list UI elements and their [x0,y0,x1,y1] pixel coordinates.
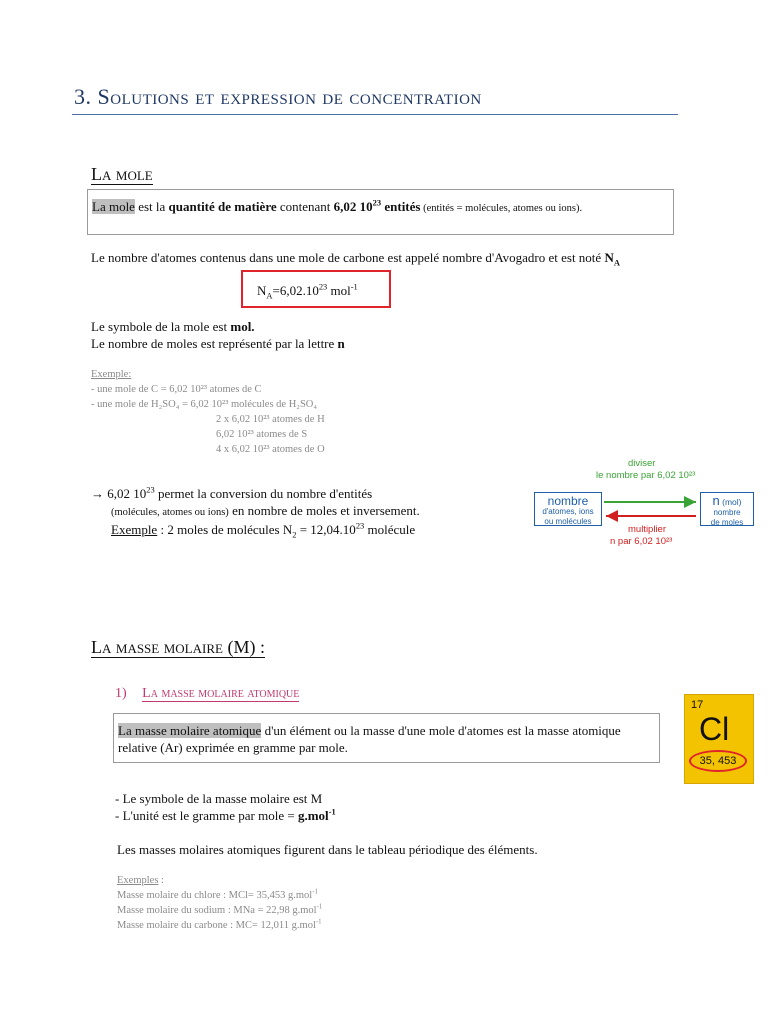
mole-symbol-bold: mol. [230,319,255,334]
masse-tableau-text: Les masses molaires atomiques figurent dans le tableau périodique des éléments. [117,842,538,857]
mole-definition-small: (entités = molécules, atomes ou ions). [420,203,583,214]
masse-bullet-2-text: - L'unité est le gramme par mole = [115,808,298,823]
masse-example-2-exp: -1 [316,903,323,911]
masse-example-2 [117,903,322,918]
diagram-left-box [534,492,602,526]
diagram-left-small-2: ou molécules [544,517,592,526]
formula-unit-exp: -1 [350,281,358,292]
mole-symbol-line [91,318,255,335]
masse-bullet-1: - Le symbole de la masse molaire est M [115,791,323,806]
masse-example-3-text: Masse molaire du carbone : MC= 12,011 g.mol [117,920,316,931]
masse-examples [117,873,322,933]
diagram-left-small-1: d'atomes, ions [542,507,594,516]
mole-definition-box [87,189,674,235]
mole-definition-bold-exp: 23 [372,197,382,208]
mole-example-line-4: 6,02 10²³ atomes de S [216,429,308,440]
mole-example-label: Exemple: [91,369,132,380]
mole-definition-bold-base: 6,02 10 [333,199,373,214]
mole-example-line-3: 2 x 6,02 10²³ atomes de H [216,414,325,425]
conversion-diagram [528,458,764,550]
masse-definition-highlight: La masse molaire atomique [118,723,262,738]
conversion-example-sub: 2 [292,529,297,540]
masse-definition-text: d'un élément ou la masse d'une mole d'atomes est la masse atomique relative (Ar) exprimée en gramme par mole. [118,723,621,755]
element-mass: 35, 453 [689,750,747,772]
mole-heading [91,164,153,185]
section-title: 3. Solutions et expression de concentration [74,84,482,109]
formula-unit: mol [327,283,351,298]
element-symbol: Cl [699,711,730,747]
conversion-example-text-2: = 12,04.10 [296,522,356,537]
diagram-right-box [700,492,754,526]
conversion-arrow: → [91,486,108,501]
avogadro-text: Le nombre d'atomes contenus dans une mole de carbone est appelé nombre d'Avogadro et est noté [91,250,605,265]
diagram-left-big: nombre [547,494,589,508]
mole-definition-bold-1: quantité de matière [168,199,277,214]
masse-examples-label: Exemples [117,875,159,886]
mole-definition-text-2: contenant [276,199,334,214]
masse-example-2-text: Masse molaire du sodium : MNa = 22,98 g.mol [117,905,317,916]
diagram-right-small-2: de moles [710,518,744,527]
diagram-right-small-1: nombre [713,508,741,517]
mole-definition-text-1: est la [134,199,169,214]
formula-n: N [257,283,267,298]
mole-definition-bold-tail: entités [381,199,421,214]
title-divider [72,114,678,115]
mole-count-line [91,335,345,352]
masse-subheading-text: La masse molaire atomique [142,686,300,701]
mole-example-line-2: - une mole de H₂SO₄ = 6,02 10²³ molécules de H₂SO₄ [91,399,318,410]
mole-symbol-text: Le symbole de la mole est [91,319,231,334]
masse-definition-box [113,713,660,763]
masse-example-1 [117,888,322,903]
masse-bullet-2-exp: -1 [328,806,336,817]
diagram-right-unit: (mol) [719,497,742,507]
conversion-small: (molécules, atomes ou ions) [111,507,229,518]
masse-example-1-text: Masse molaire du chlore : MCl= 35,453 g.mol [117,890,313,901]
mole-example [91,367,325,457]
masse-example-1-exp: -1 [312,888,318,896]
avogadro-symbol: N [604,250,614,265]
mole-heading-text: La mole [91,164,153,184]
conversion-base: 6,02 10 [107,486,147,501]
avogadro-formula-box [241,270,391,308]
formula-mid: =6,02.10 [272,283,319,298]
masse-heading [91,637,265,658]
conversion-example-label: Exemple [111,522,158,537]
masse-subheading [115,686,299,702]
chlorine-element-card [684,694,754,784]
formula-sub: A [266,290,273,301]
mole-example-line-1: - une mole de C = 6,02 10²³ atomes de C [91,384,262,395]
mole-example-line-5: 4 x 6,02 10²³ atomes de O [216,444,325,455]
masse-examples-colon: : [158,875,164,886]
masse-heading-text: La masse molaire (M) : [91,637,265,657]
element-number: 17 [691,699,704,711]
conversion-exp: 23 [146,484,155,495]
diagram-top-label-2: le nombre par 6,02 10²³ [596,470,696,481]
mole-count-text: Le nombre de moles est représenté par la lettre [91,336,338,351]
avogadro-paragraph [91,249,701,266]
conversion-example-exp: 23 [355,520,365,531]
formula-exp: 23 [318,281,328,292]
diagram-bottom-label-2: n par 6,02 10²³ [610,536,673,547]
diagram-bottom-label-1: multiplier [628,524,667,535]
conversion-example-text-3: molécule [364,522,416,537]
masse-bullet-2-bold: g.mol [297,808,329,823]
diagram-right-big: n [712,493,720,508]
masse-bullet-2 [115,807,336,824]
masse-example-3 [117,918,322,933]
masse-example-3-exp: -1 [315,918,322,926]
conversion-text-1: permet la conversion du nombre d'entités [154,486,373,501]
mole-count-bold: n [337,336,345,351]
conversion-paragraph [91,485,521,538]
diagram-top-label-1: diviser [628,458,656,469]
masse-subheading-num: 1) [115,686,127,701]
avogadro-symbol-sub: A [613,257,620,268]
conversion-text-2: en nombre de moles et inversement. [228,503,420,518]
conversion-example-text-1: : 2 moles de molécules N [157,522,293,537]
mole-definition-highlight: La mole [92,199,135,214]
